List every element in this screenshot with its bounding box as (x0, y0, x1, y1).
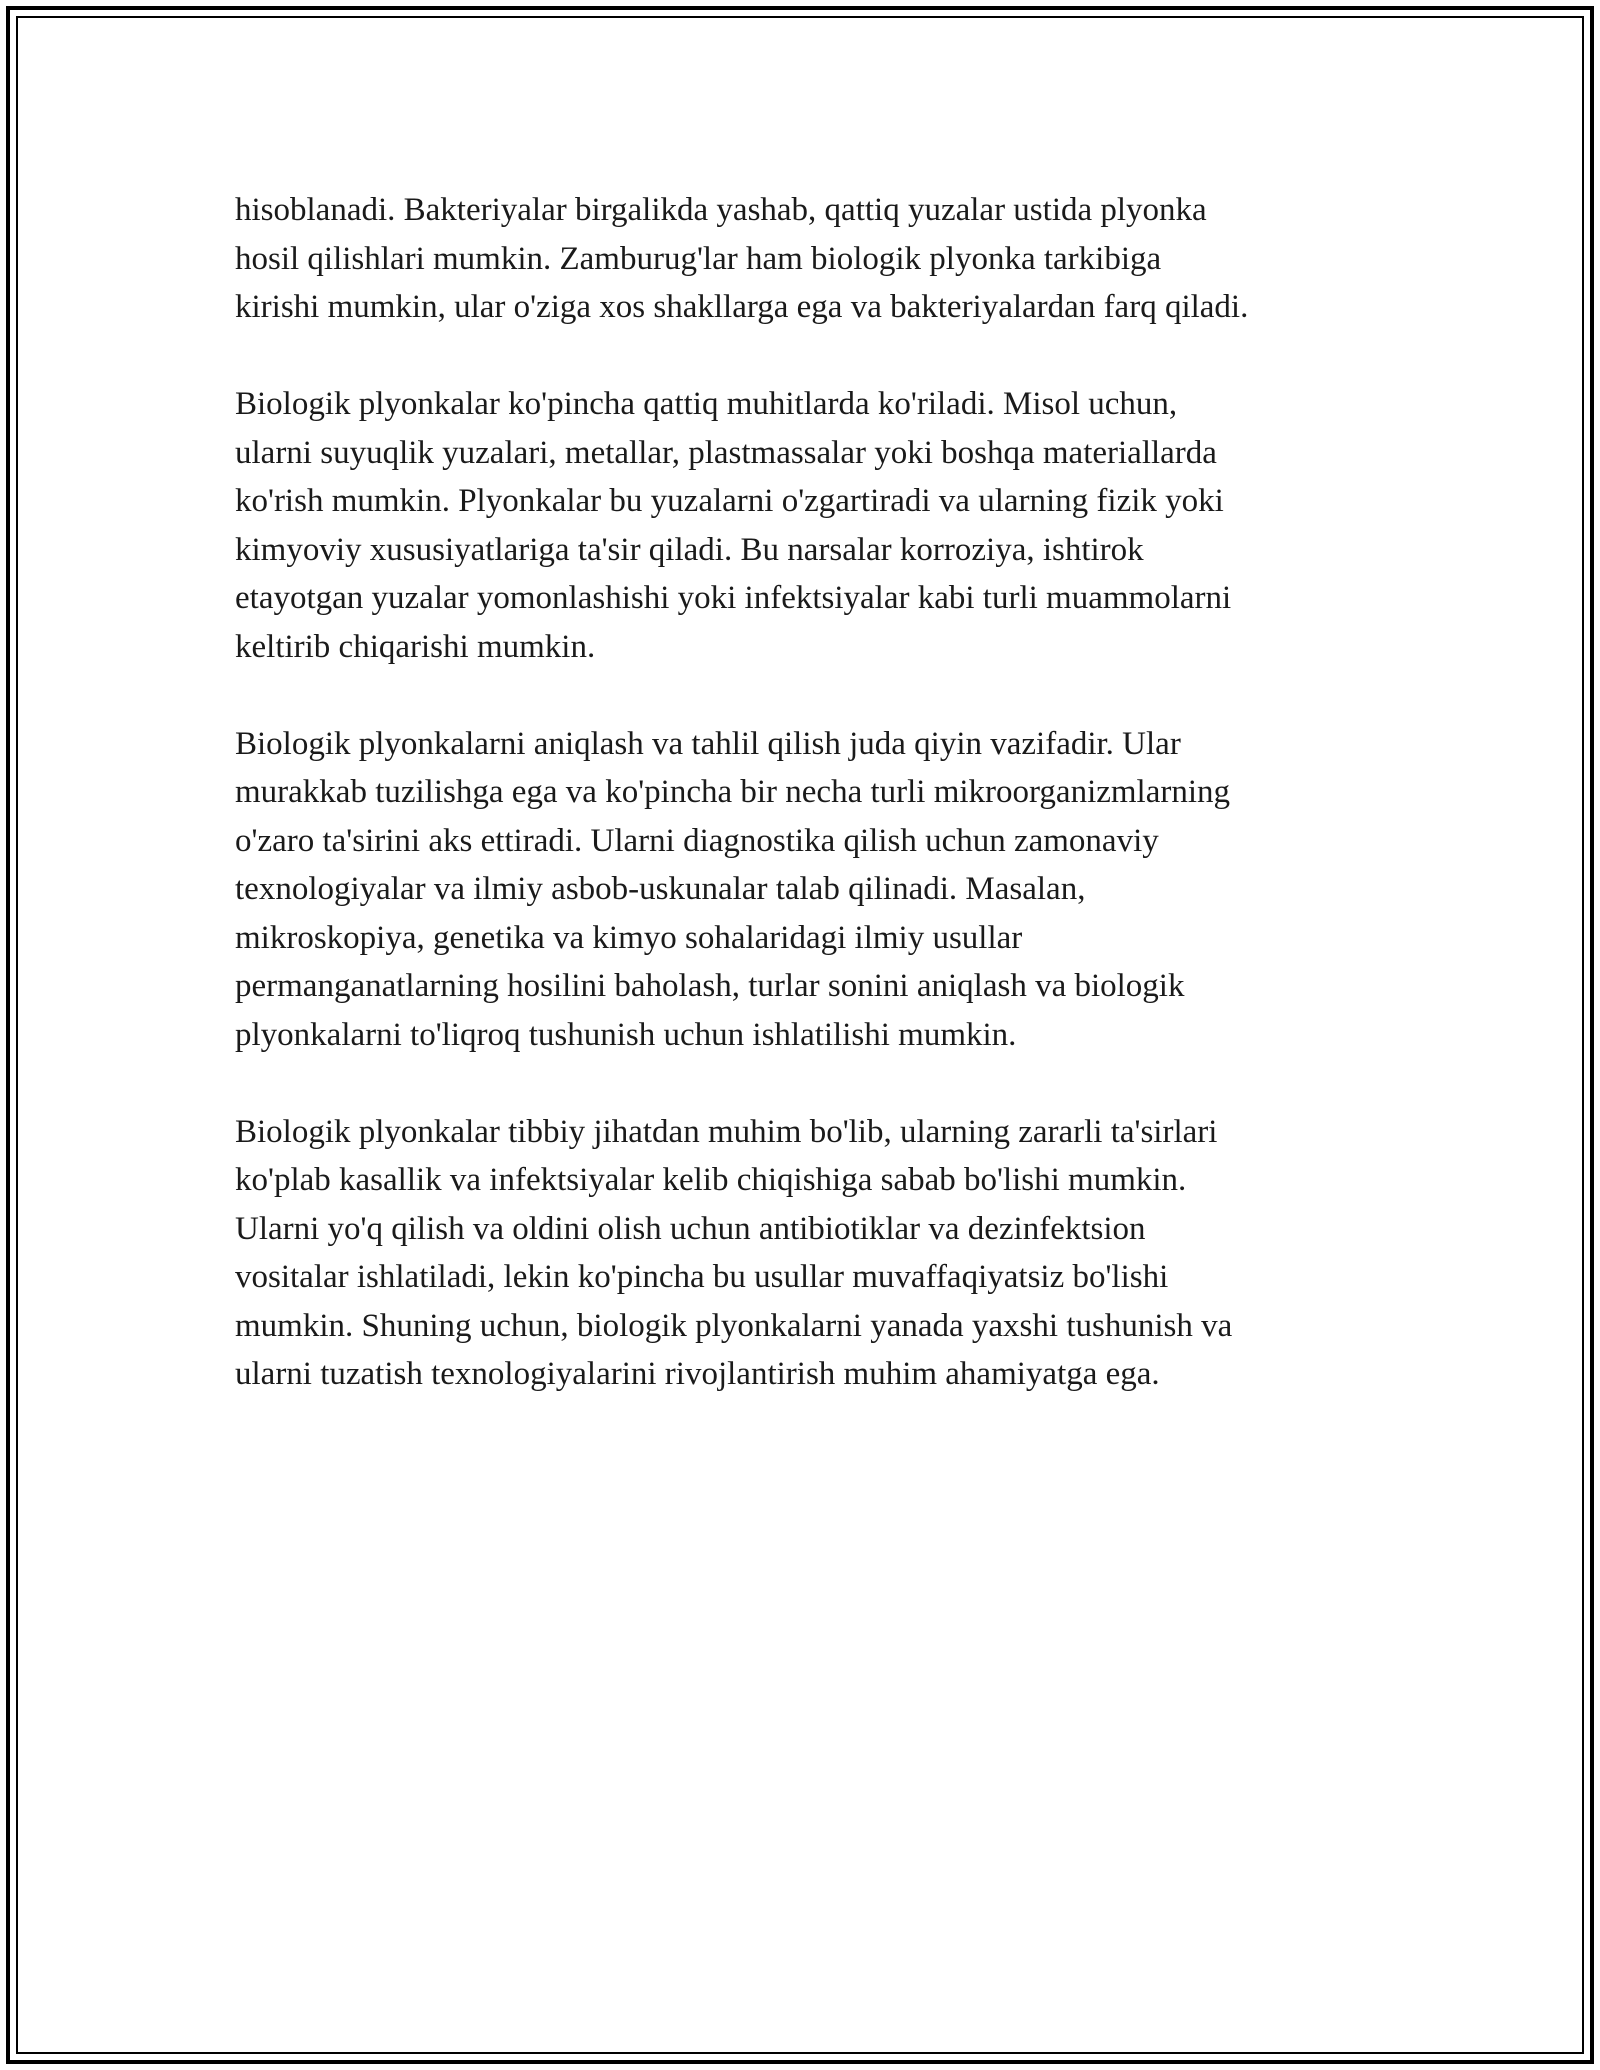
paragraph-4 (235, 1108, 1395, 1399)
text-line: hisoblanadi. Bakteriyalar birgalikda yashab, qattiq yuzalar ustida plyonka (235, 192, 1207, 228)
text-line: texnologiyalar va ilmiy asbob-uskunalar talab qilinadi. Masalan, (235, 871, 1086, 907)
text-line: Biologik plyonkalar ko'pincha qattiq muhitlarda ko'riladi. Misol uchun, (235, 386, 1178, 422)
text-line: etayotgan yuzalar yomonlashishi yoki infektsiyalar kabi turli muammolarni (235, 580, 1232, 616)
text-line: Ularni yo'q qilish va oldini olish uchun antibiotiklar va dezinfektsion (235, 1210, 1146, 1247)
paragraph-2 (235, 380, 1395, 671)
text-line: kirishi mumkin, ular o'ziga xos shakllarga ega va bakteriyalardan farq qiladi. (235, 289, 1249, 325)
document-body (235, 186, 1395, 1447)
text-line: ularni suyuqlik yuzalari, metallar, plastmassalar yoki boshqa materiallarda (235, 434, 1217, 471)
paragraph-1 (235, 186, 1395, 332)
text-line: kimyoviy xususiyatlariga ta'sir qiladi. Bu narsalar korroziya, ishtirok (235, 531, 1144, 568)
text-line: ko'rish mumkin. Plyonkalar bu yuzalarni o'zgartiradi va ularning fizik yoki (235, 483, 1224, 519)
text-line: mumkin. Shuning uchun, biologik plyonkalarni yanada yaxshi tushunish va (235, 1307, 1233, 1344)
text-line: ularni tuzatish texnologiyalarini rivojlantirish muhim ahamiyatga ega. (235, 1356, 1160, 1392)
paragraph-3 (235, 720, 1395, 1060)
text-line: Biologik plyonkalar tibbiy jihatdan muhim bo'lib, ularning zararli ta'sirlari (235, 1113, 1218, 1150)
text-line: mikroskopiya, genetika va kimyo sohalaridagi ilmiy usullar (235, 919, 1023, 956)
text-line: permanganatlarning hosilini baholash, turlar sonini aniqlash va biologik (235, 968, 1185, 1004)
text-line: o'zaro ta'sirini aks ettiradi. Ularni diagnostika qilish uchun zamonaviy (235, 822, 1159, 859)
text-line: murakkab tuzilishga ega va ko'pincha bir necha turli mikroorganizmlarning (235, 774, 1231, 810)
text-line: plyonkalarni to'liqroq tushunish uchun ishlatilishi mumkin. (235, 1016, 1017, 1053)
text-line: hosil qilishlari mumkin. Zamburug'lar ham biologik plyonka tarkibiga (235, 240, 1162, 277)
text-line: keltirib chiqarishi mumkin. (235, 628, 596, 665)
text-line: ko'plab kasallik va infektsiyalar kelib chiqishiga sabab bo'lishi mumkin. (235, 1162, 1187, 1198)
text-line: Biologik plyonkalarni aniqlash va tahlil qilish juda qiyin vazifadir. Ular (235, 725, 1181, 762)
text-line: vositalar ishlatiladi, lekin ko'pincha bu usullar muvaffaqiyatsiz bo'lishi (235, 1259, 1169, 1295)
